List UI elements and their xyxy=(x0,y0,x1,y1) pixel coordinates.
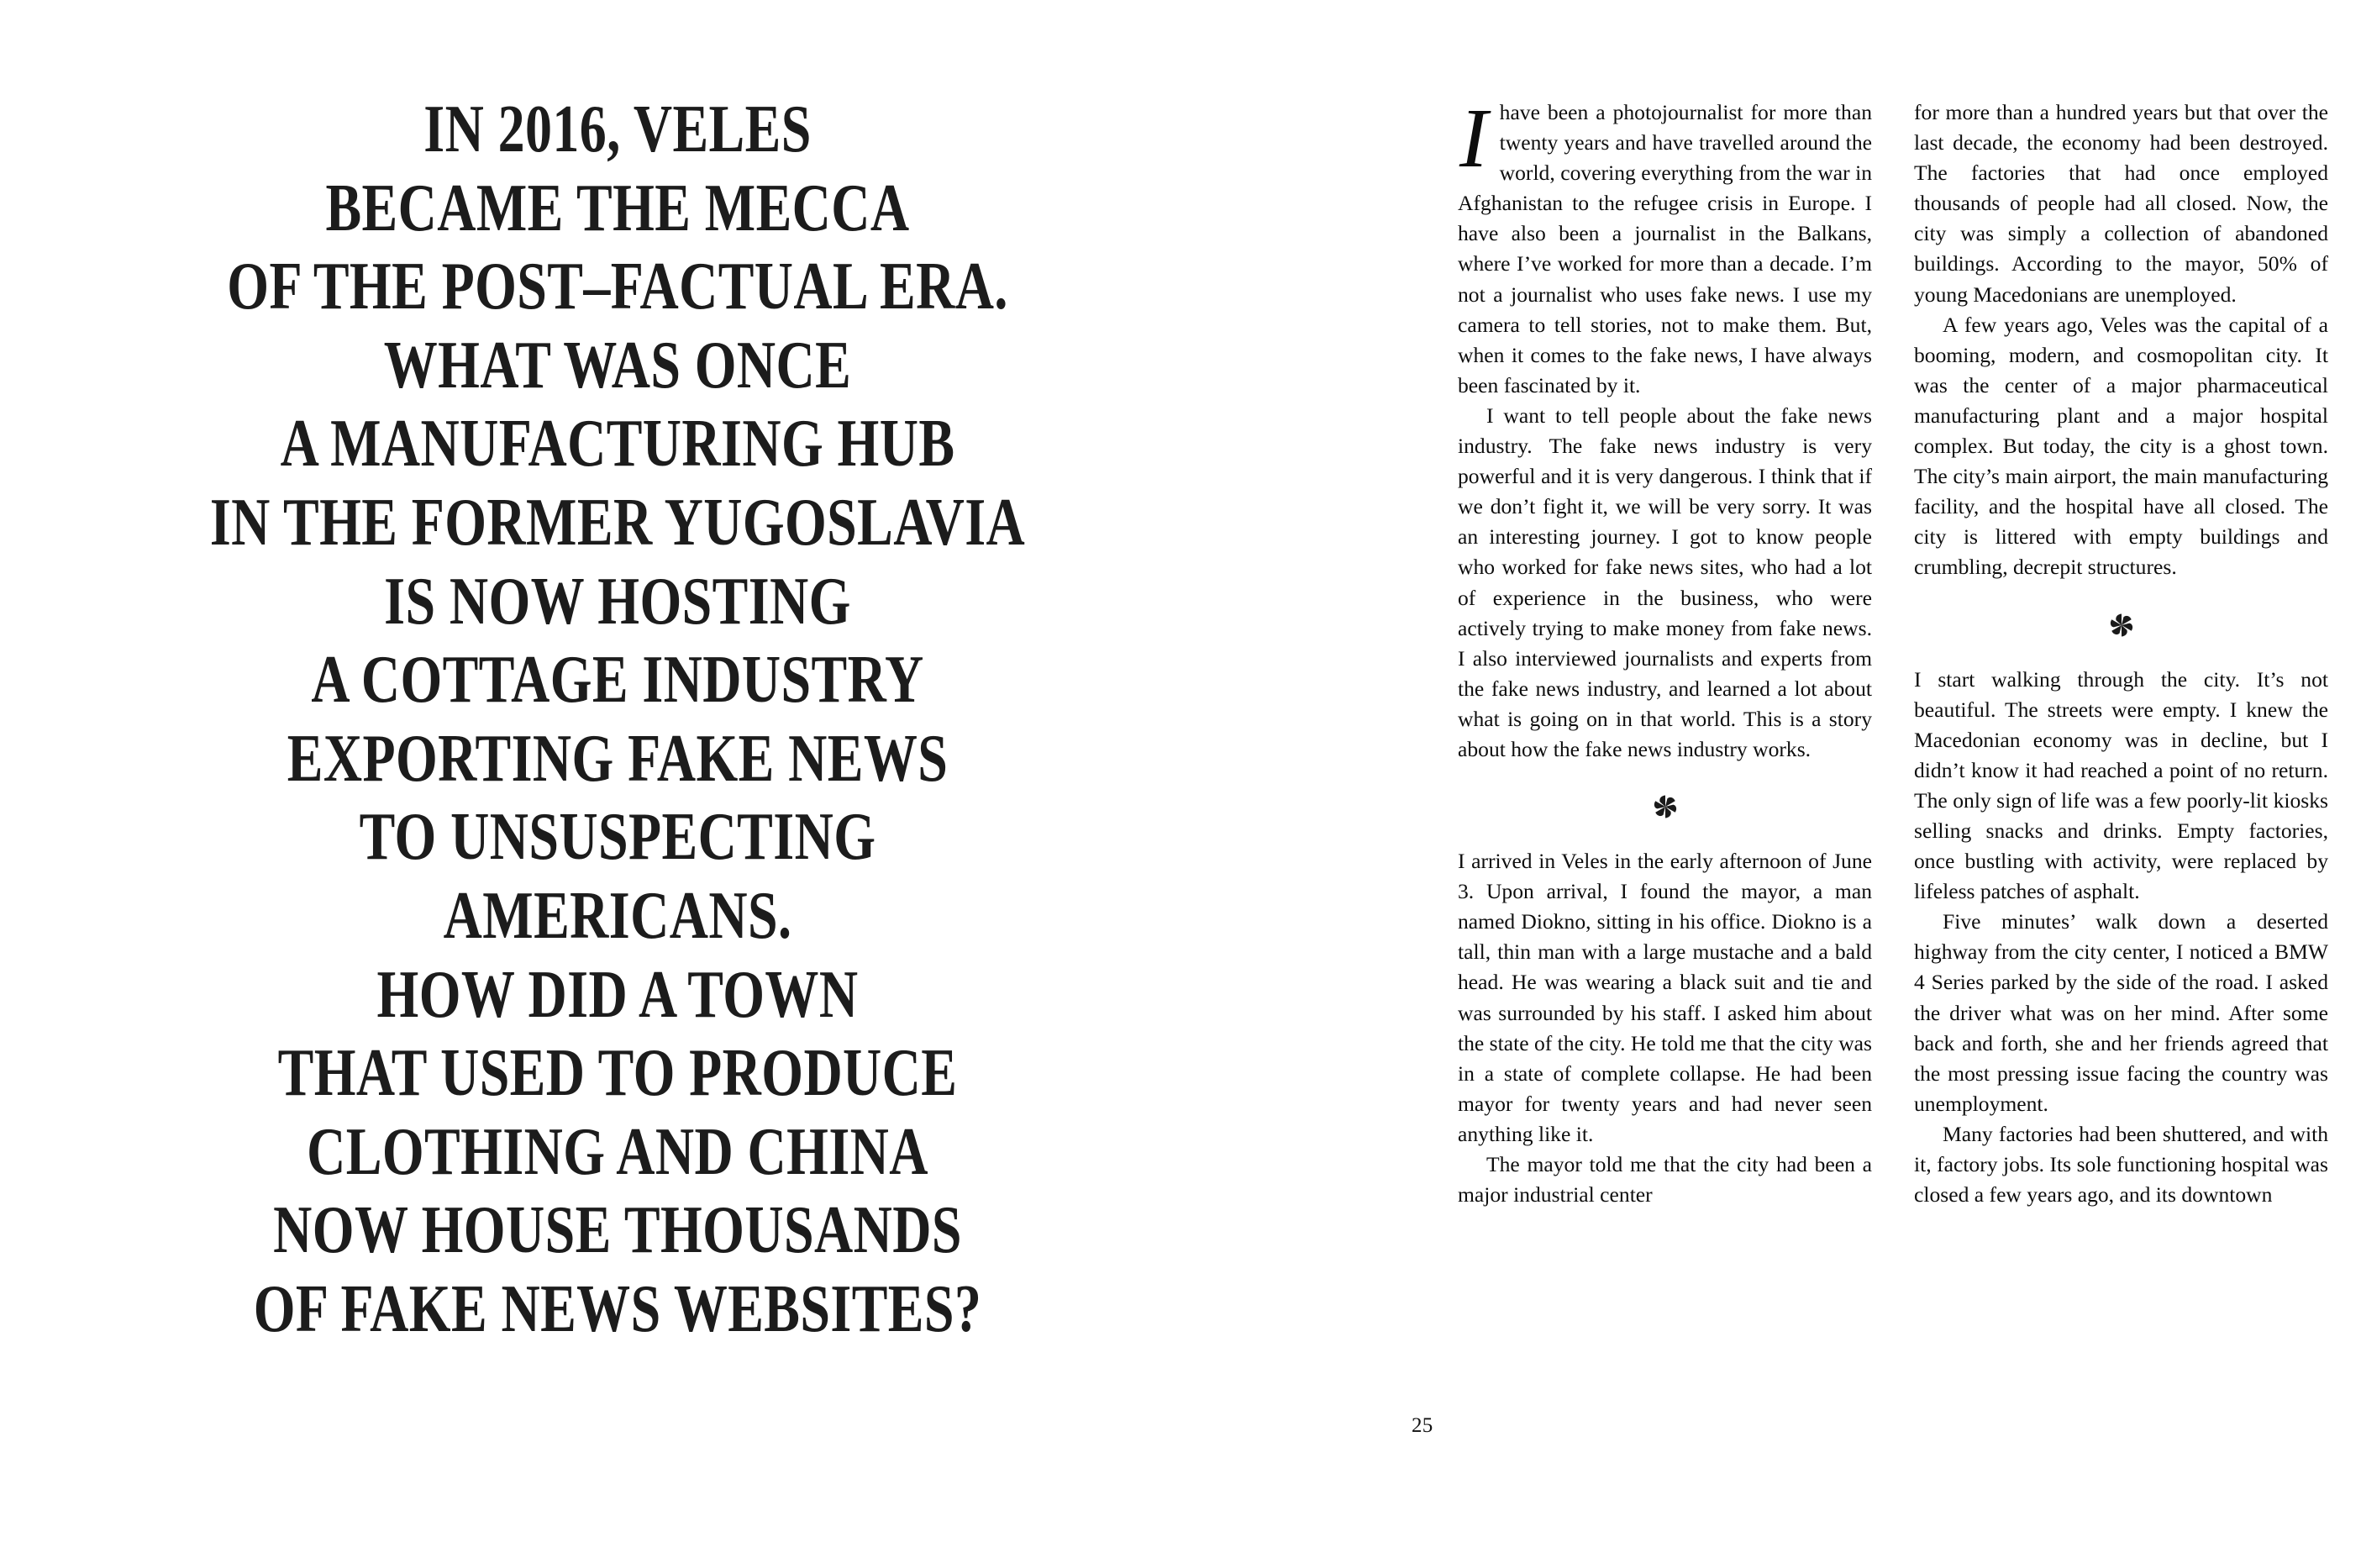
article-headline xyxy=(184,91,1051,1350)
paragraph: Many factories had been shuttered, and with it, factory jobs. Its sole functioning hospital was closed a few years ago, and its downtown xyxy=(1914,1121,2328,1208)
paragraph-opening-text: have been a photojournalist for more than twenty years and have travelled around the world, covering everything from the war in Afghanistan to the refugee crisis in Europe. I have also been a journalist in the Balkans, where I’ve worked for more than a decade. I’m not a journalist who uses fake news. I use my camera to tell stories, not to make them. But, when it comes to the fake news, I have always been fascinated by it. xyxy=(1458,100,1872,397)
paragraph: Five minutes’ walk down a deserted highway from the city center, I noticed a BMW 4 Series parked by the side of the road. I asked the driver what was on her mind. After some back and forth, she and her friends agreed that the most pressing issue facing the country was unemployment. xyxy=(1914,909,2328,1116)
headline-line-6: IN THE FORMER YUGOSLAVIA xyxy=(209,485,1026,560)
paragraph: I arrived in Veles in the early afternoon of June 3. Upon arrival, I found the mayor, a man named Diokno, sitting in his office. Diokno is a tall, thin man with a large mustache and a bald head. He was wearing a black suit and tie and was surrounded by his staff. I asked him about the state of the city. He told me that the city was in a state of complete collapse. He had been mayor for twenty years and had never seen anything like it. xyxy=(1458,849,1873,1146)
paragraph: I want to tell people about the fake news industry. The fake news industry is very powerful and it is very dangerous. I think that if we don’t fight it, we will be very sorry. It was an interesting journey. I got to know people who worked for fake news sites, who had a lot of experience in the business, who were actively trying to make money from fake news. I also interviewed journalists and experts from the fake news industry, and learned a lot about what is going on in that world. This is a story about how the fake news industry works. xyxy=(1458,403,1872,761)
headline-line-14: CLOTHING AND CHINA xyxy=(307,1114,928,1189)
paragraph: I start walking through the city. It’s not beautiful. The streets were empty. I knew the Macedonian economy was in decline, but I didn’t know it had reached a point of no return. The only sign of life was a few poorly-lit kiosks selling snacks and drinks. Empty factories, once bustling with activity, were replaced by lifeless patches of asphalt. xyxy=(1914,666,2328,904)
headline-line-12: HOW DID A TOWN xyxy=(376,957,859,1032)
right-page xyxy=(1311,0,2361,1568)
pinwheel-ornament xyxy=(1458,790,1872,820)
pinwheel-ornament xyxy=(1914,608,2328,639)
headline-line-3: OF THE POST–FACTUAL ERA. xyxy=(227,250,1008,324)
page-number: 25 xyxy=(1412,1414,1433,1437)
paragraph-opening xyxy=(1458,91,1872,401)
headline-line-13: THAT USED TO PRODUCE xyxy=(277,1036,958,1111)
paragraph: A few years ago, Veles was the capital of a booming, modern, and cosmopolitan city. It was the center of a major pharmaceutical manufacturing plant and a major hospital complex. But today, the city is a ghost town. The city’s main airport, the main manufacturing facility, and the hospital have all closed. The city is littered with empty buildings and crumbling, decrepit structures. xyxy=(1914,312,2328,580)
headline-line-15: NOW HOUSE THOUSANDS xyxy=(273,1193,962,1268)
headline-line-16: OF FAKE NEWS WEBSITES? xyxy=(253,1271,982,1346)
headline-line-9: EXPORTING FAKE NEWS xyxy=(287,721,949,796)
headline-line-10: TO UNSUSPECTING xyxy=(359,800,876,875)
headline-line-5: A MANUFACTURING HUB xyxy=(280,407,955,481)
headline-line-2: BECAME THE MECCA xyxy=(325,171,910,245)
body-column-1 xyxy=(1458,91,1873,1210)
headline-line-7: IS NOW HOSTING xyxy=(384,564,851,639)
headline-line-8: A COTTAGE INDUSTRY xyxy=(311,643,924,718)
headline-line-4: WHAT WAS ONCE xyxy=(383,328,852,403)
headline-line-1: IN 2016, VELES xyxy=(423,92,812,166)
drop-cap-letter: I xyxy=(1459,91,1488,185)
body-column-2 xyxy=(1914,97,2328,1210)
paragraph: for more than a hundred years but that over the last decade, the economy had been destroyed. The factories that had once employed thousands of people had all closed. Now, the city was simply a collection of abandoned buildings. According to the mayor, 50% of young Macedonians are unemployed. xyxy=(1914,100,2328,307)
paragraph: The mayor told me that the city had been a major industrial center xyxy=(1458,1152,1872,1208)
headline-line-11: AMERICANS. xyxy=(443,878,792,953)
